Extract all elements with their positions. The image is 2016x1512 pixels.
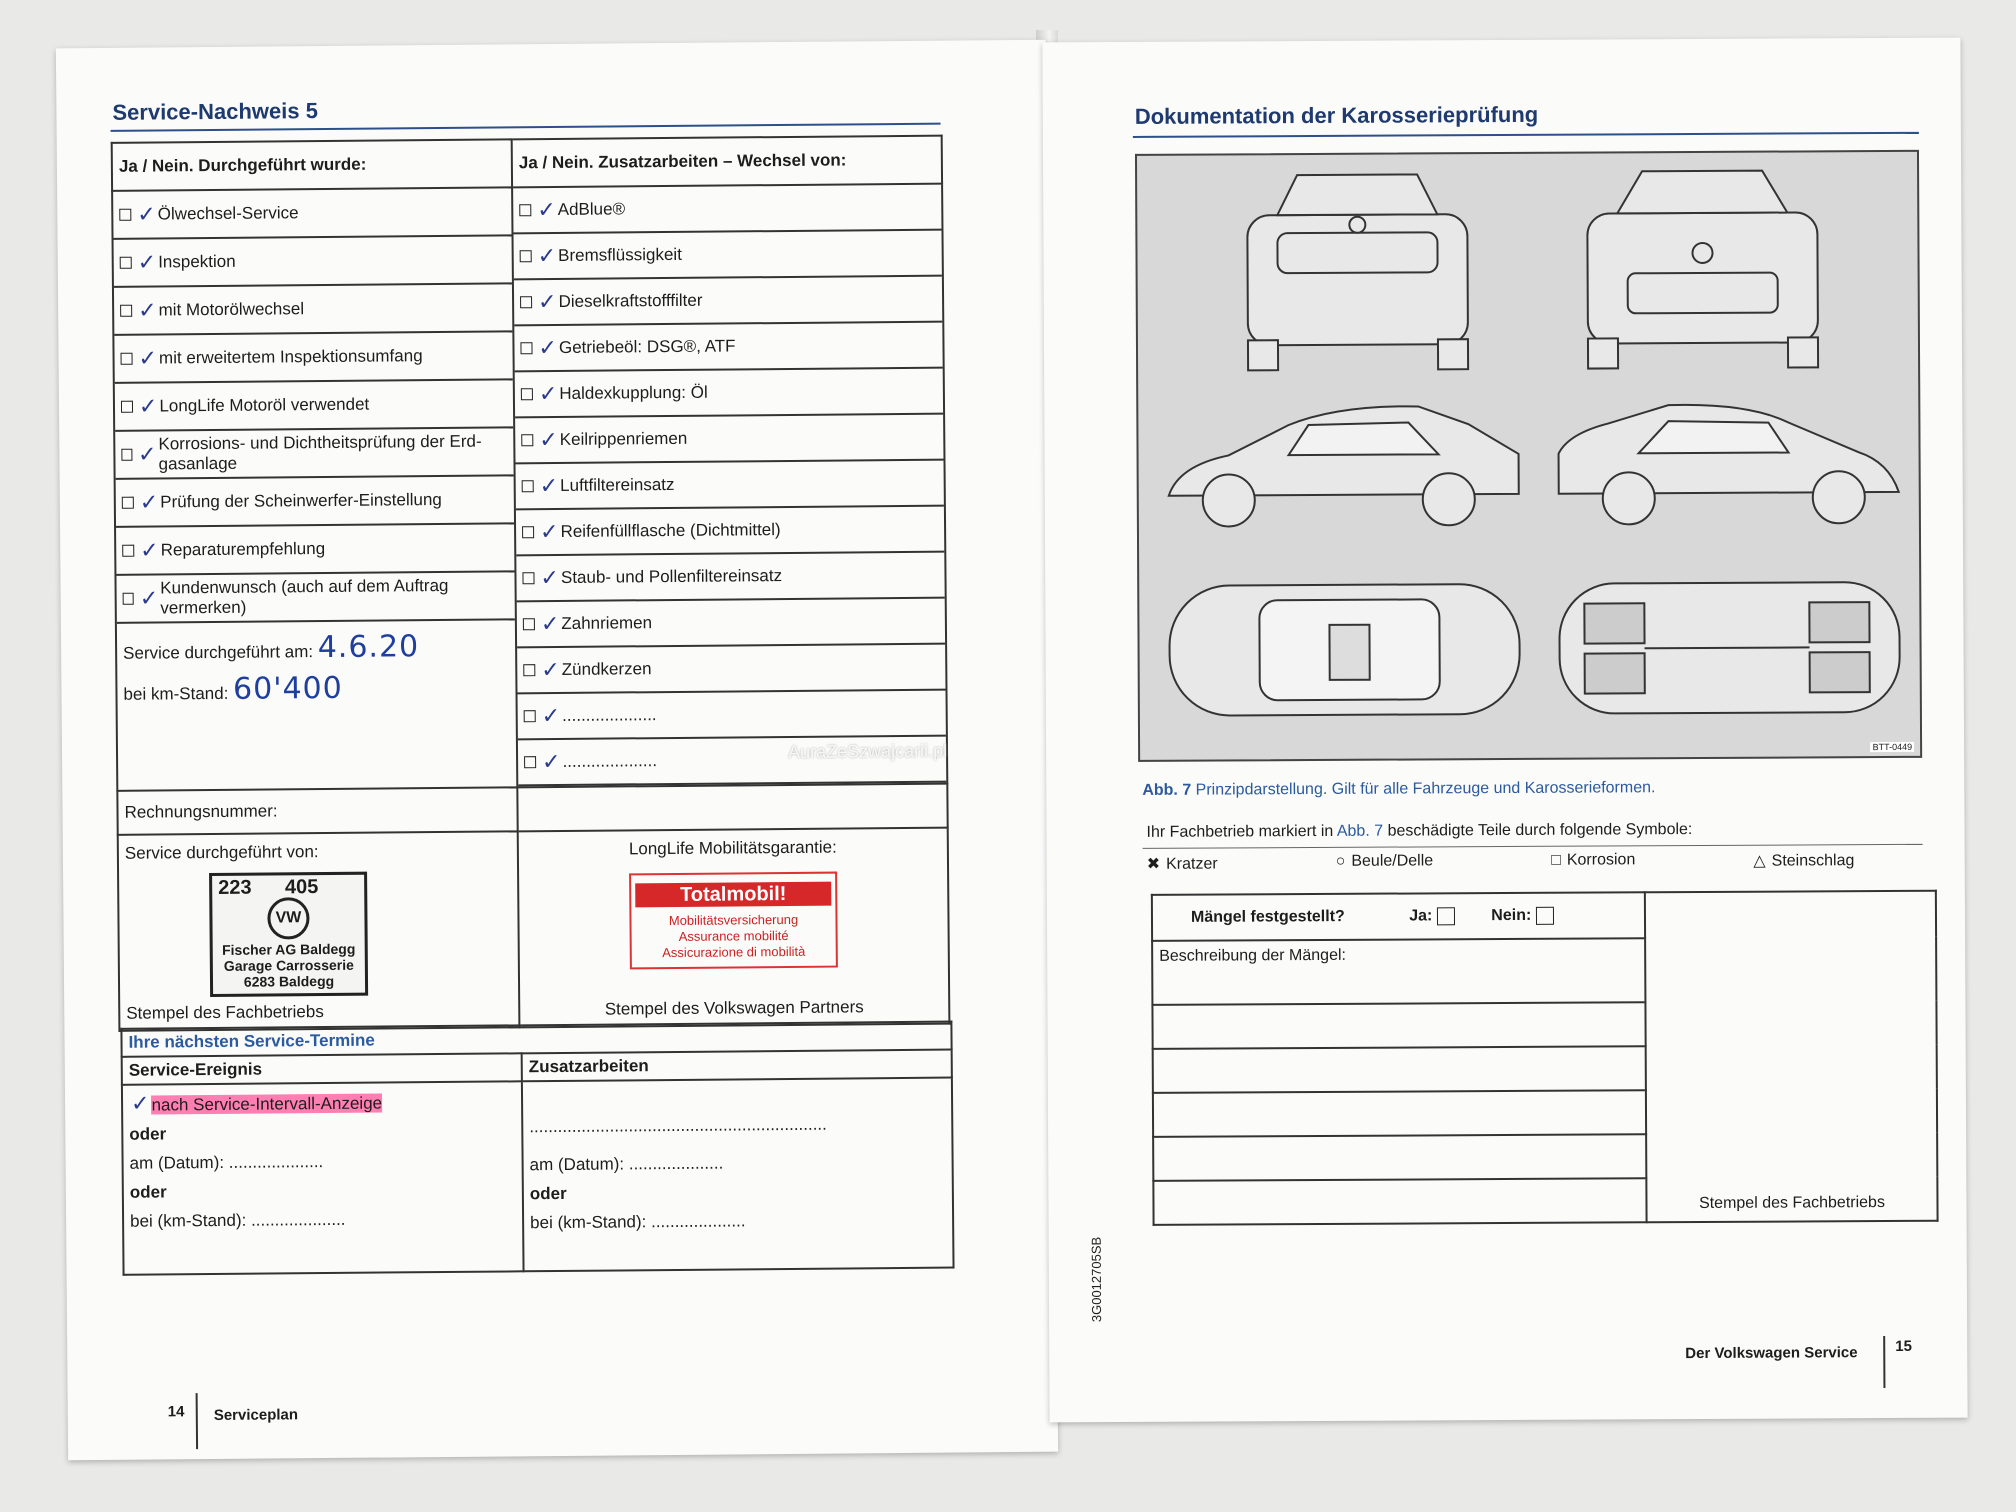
performed-by-label: Service durchgeführt von: <box>124 842 319 863</box>
caption-label: Abb. 7 <box>1142 781 1192 799</box>
front-view-car <box>1587 170 1818 368</box>
yes-no-checkbox[interactable] <box>520 296 532 308</box>
oder-label: oder <box>529 1183 567 1204</box>
yes-checkbox[interactable] <box>1437 907 1455 925</box>
check-item-label: Ölwechsel-Service <box>157 203 299 224</box>
check-item-label: Staub- und Pollenfiltereinsatz <box>560 566 783 587</box>
check-item <box>115 428 513 479</box>
check-item <box>513 231 941 281</box>
watermark: AuraZeSzwajcarii.pl <box>787 740 948 762</box>
invoice-cell <box>117 787 517 834</box>
checkmark-icon: ✓ <box>538 381 558 407</box>
check-item-label: mit Motorölwechsel <box>158 299 305 320</box>
instruction-link[interactable]: Abb. 7 <box>1336 822 1384 840</box>
side-code: 3G0012705SB <box>1088 1236 1105 1323</box>
instruction-pre: Ihr Fachbetrieb markiert in <box>1146 822 1334 841</box>
legend-label: Steinschlag <box>1771 852 1855 870</box>
check-item-label: Dieselkraftstofffilter <box>558 290 703 311</box>
check-item-label: Getriebeöl: DSG®, ATF <box>558 336 736 357</box>
next-col2-header: Zusatzarbeiten <box>522 1050 952 1082</box>
rear-view-car <box>1247 174 1468 370</box>
next-col1-body <box>122 1081 524 1274</box>
km-value: 60'400 <box>232 670 343 707</box>
description-label: Beschreibung der Mängel: <box>1159 946 1347 965</box>
check-item <box>515 369 943 419</box>
next-col2-body <box>522 1078 954 1272</box>
check-item-label: Prüfung der Scheinwerfer-Einstellung <box>160 489 442 512</box>
instruction <box>1146 821 1692 842</box>
stamp2-line: Assicurazione di mobilità <box>662 943 806 961</box>
performed-by-cell <box>118 831 520 1030</box>
dots-line: ............................................................... <box>529 1114 827 1137</box>
caption-text: Prinzipdarstellung. Gilt für alle Fahrzeuge und Karosserieformen. <box>1195 779 1656 799</box>
yes-label: Ja: <box>1409 907 1433 925</box>
vw-logo-icon: VW <box>267 897 309 939</box>
left-page <box>56 40 1058 1461</box>
next-col1-header: Service-Ereignis <box>122 1053 522 1084</box>
checkmark-icon: ✓ <box>539 427 558 453</box>
checkmark-icon: ✓ <box>139 585 159 612</box>
checkmark-icon: ✓ <box>541 703 561 729</box>
check-item-label: Luftfiltereinsatz <box>560 474 675 495</box>
check-item <box>116 476 514 527</box>
yes-no-checkbox[interactable] <box>119 209 131 221</box>
col1-items <box>112 187 517 790</box>
stamp2-title: Totalmobil! <box>635 882 831 908</box>
cross-icon: ✖ <box>1146 855 1161 873</box>
yes-no-checkbox[interactable] <box>519 204 531 216</box>
checkmark-icon: ✓ <box>541 657 560 683</box>
stamp2-line: Assurance mobilité <box>678 927 789 944</box>
check-item <box>514 323 942 373</box>
check-item-label: Reparaturempfehlung <box>160 539 326 560</box>
invoice-extra-cell <box>517 784 947 832</box>
side-view-car-right <box>1558 404 1899 525</box>
circle-icon: ○ <box>1335 852 1346 870</box>
checkmark-icon: ✓ <box>140 537 159 564</box>
stamp-line: 6283 Baldegg <box>243 972 335 990</box>
next-service-table <box>120 1021 954 1276</box>
check-item-label: LongLife Motoröl verwendet <box>159 394 370 416</box>
service-date-row <box>117 620 515 666</box>
stamp-line: 223 405 <box>218 876 319 899</box>
check-item <box>513 185 941 235</box>
page-number: 15 <box>1895 1337 1912 1355</box>
footer-text: Der Volkswagen Service <box>1685 1344 1858 1363</box>
km-row <box>117 663 515 707</box>
checkmark-icon: ✓ <box>137 201 156 228</box>
stamp1-caption: Stempel des Fachbetriebs <box>126 1002 324 1023</box>
car-diagram-svg <box>1137 152 1920 760</box>
km-line: bei (km-Stand): .................... <box>130 1209 346 1231</box>
check-item <box>516 461 944 511</box>
yes-no-checkbox[interactable] <box>122 497 134 509</box>
dealer-stamp <box>209 872 368 997</box>
check-item-label: Kundenwunsch (auch auf dem Auftrag vermerken) <box>160 575 449 618</box>
instruction-post: beschädigte Teile durch folgende Symbole: <box>1387 821 1693 840</box>
description-line[interactable] <box>1153 1134 1646 1181</box>
check-item <box>514 277 942 327</box>
page-title: Service-Nachweis 5 <box>112 98 318 125</box>
check-item <box>515 415 943 465</box>
yes-no-checkbox[interactable] <box>120 305 132 317</box>
yes-no-checkbox[interactable] <box>122 545 134 557</box>
next-item: nach Service-Intervall-Anzeige <box>151 1093 383 1115</box>
yes-no-checkbox[interactable] <box>521 434 533 446</box>
check-item-label: Reifenfüllflasche (Dichtmittel) <box>560 520 781 541</box>
legend-label: Korrosion <box>1566 851 1636 869</box>
checkmark-icon: ✓ <box>537 197 556 223</box>
checkmark-icon: ✓ <box>130 1091 150 1117</box>
check-item-label: .................... <box>562 751 658 771</box>
checkmark-icon: ✓ <box>540 565 560 591</box>
check-item-label: AdBlue® <box>557 199 626 219</box>
yes-no-checkbox[interactable] <box>120 257 132 269</box>
check-item-label: mit erweitertem Inspektionsumfang <box>158 346 423 368</box>
service-date-value: 4.6.20 <box>317 629 420 666</box>
yes-no-checkbox[interactable] <box>522 526 534 538</box>
longlife-label: LongLife Mobilitätsgarantie: <box>628 837 837 859</box>
stamp-line: Garage Carrosserie <box>223 956 354 974</box>
check-item <box>116 572 514 623</box>
stamp-cell <box>1645 891 1938 1223</box>
service-date-label: Service durchgeführt am: <box>123 642 314 663</box>
service-table <box>111 135 951 1032</box>
description-line[interactable] <box>1153 1090 1646 1137</box>
legend-label: Kratzer <box>1166 855 1218 873</box>
partner-stamp-cell <box>518 828 950 1028</box>
check-item-label: Bremsflüssigkeit <box>558 244 682 265</box>
checkmark-icon: ✓ <box>540 611 560 637</box>
yes-no-checkbox[interactable] <box>522 572 534 584</box>
date-line: am (Datum): .................... <box>129 1152 324 1173</box>
check-item <box>113 188 511 239</box>
check-item <box>114 332 512 383</box>
check-item-label: Korrosions- und Dichtheitsprüfung der Erd-gasanlage <box>158 431 482 474</box>
description-cell <box>1152 938 1645 1005</box>
yes-no-checkbox[interactable] <box>523 664 535 676</box>
legend-dent <box>1336 852 1434 873</box>
legend-stonechip <box>1753 850 1854 871</box>
stamp2-line: Mobilitätsversicherung <box>668 911 799 929</box>
check-item-label: Zündkerzen <box>561 659 652 679</box>
yes-no-checkbox[interactable] <box>522 480 534 492</box>
figure-code: BTT-0449 <box>1872 741 1913 753</box>
square-icon: □ <box>1551 851 1561 869</box>
description-line[interactable] <box>1153 1178 1646 1225</box>
yes-no-checkbox[interactable] <box>121 353 133 365</box>
description-line[interactable] <box>1153 1046 1646 1093</box>
checkmark-icon: ✓ <box>138 393 158 420</box>
car-diagram <box>1135 150 1922 762</box>
legend-corrosion <box>1551 851 1635 871</box>
stamp-line: Fischer AG Baldegg <box>222 940 356 958</box>
check-item <box>518 691 946 741</box>
check-item-label: .................... <box>562 705 657 725</box>
check-item <box>116 524 514 575</box>
side-view-car-left <box>1168 406 1519 527</box>
check-item-label: Inspektion <box>158 251 236 272</box>
check-item-label: Zahnriemen <box>561 613 653 633</box>
check-item-label: Haldexkupplung: Öl <box>559 382 708 403</box>
checkmark-icon: ✓ <box>139 489 159 516</box>
oder-label: oder <box>129 1124 167 1144</box>
footer-divider <box>196 1393 198 1449</box>
yes-no-checkbox[interactable] <box>123 593 134 605</box>
yes-no-checkbox[interactable] <box>520 250 532 262</box>
symbol-legend <box>1147 850 1917 874</box>
yes-no-checkbox[interactable] <box>520 342 532 354</box>
col1-header: Ja / Nein. Durchgeführt wurde: <box>112 139 512 190</box>
next-title: Ihre nächsten Service-Termine <box>121 1022 951 1057</box>
checkmark-icon: ✓ <box>138 297 157 324</box>
check-item <box>516 553 944 603</box>
page-title: Dokumentation der Karosserieprüfung <box>1134 101 1539 129</box>
checkmark-icon: ✓ <box>537 289 557 315</box>
footer-section: Serviceplan <box>213 1406 299 1425</box>
check-item <box>115 380 513 431</box>
top-view-car <box>1169 584 1520 716</box>
page-number: 14 <box>167 1403 185 1421</box>
legend-label: Beule/Delle <box>1351 852 1434 870</box>
defects-question-cell <box>1152 892 1645 941</box>
triangle-icon: △ <box>1753 852 1766 870</box>
figure-caption <box>1142 779 1655 800</box>
footer-divider <box>1883 1336 1885 1388</box>
check-item <box>114 284 512 335</box>
title-rule <box>1133 132 1919 138</box>
check-item <box>516 507 944 557</box>
km-label: bei km-Stand: <box>123 683 229 704</box>
description-line[interactable] <box>1152 1002 1645 1049</box>
yes-no-checkbox[interactable] <box>121 401 133 413</box>
stamp2-caption: Stempel des Volkswagen Partners <box>604 997 864 1019</box>
col2-items <box>512 184 947 788</box>
date-line: am (Datum): .................... <box>529 1153 724 1175</box>
check-item <box>517 599 945 649</box>
defects-table <box>1151 890 1939 1226</box>
checkmark-icon: ✓ <box>137 249 157 276</box>
check-item <box>114 236 512 287</box>
invoice-label: Rechnungsnummer: <box>124 801 278 822</box>
yes-no-checkbox[interactable] <box>121 449 132 461</box>
no-label: Nein: <box>1491 906 1532 925</box>
oder-label: oder <box>129 1182 167 1202</box>
yes-no-checkbox[interactable] <box>521 388 533 400</box>
col2-header: Ja / Nein. Zusatzarbeiten – Wechsel von: <box>512 136 942 188</box>
check-item <box>517 645 945 695</box>
yes-no-checkbox[interactable] <box>524 710 536 722</box>
instruction-rule <box>1143 844 1923 849</box>
yes-no-checkbox[interactable] <box>523 618 535 630</box>
right-page <box>1042 38 1967 1423</box>
km-line: bei (km-Stand): .................... <box>530 1211 746 1233</box>
no-checkbox[interactable] <box>1536 907 1554 925</box>
checkmark-icon: ✓ <box>138 345 158 372</box>
checkmark-icon: ✓ <box>539 519 559 545</box>
checkmark-icon: ✓ <box>537 243 557 269</box>
yes-no-checkbox[interactable] <box>524 756 536 768</box>
legend-scratch <box>1147 854 1218 874</box>
defects-question: Mängel festgestellt? <box>1190 907 1345 926</box>
totalmobil-stamp <box>629 872 838 970</box>
underbody-view-car <box>1559 582 1900 714</box>
checkmark-icon: ✓ <box>538 335 558 361</box>
checkmark-icon: ✓ <box>539 473 559 499</box>
checkmark-icon: ✓ <box>137 441 157 468</box>
stamp-caption: Stempel des Fachbetriebs <box>1698 1194 1885 1212</box>
check-item-label: Keilrippenriemen <box>559 428 688 449</box>
checkmark-icon: ✓ <box>541 749 561 775</box>
